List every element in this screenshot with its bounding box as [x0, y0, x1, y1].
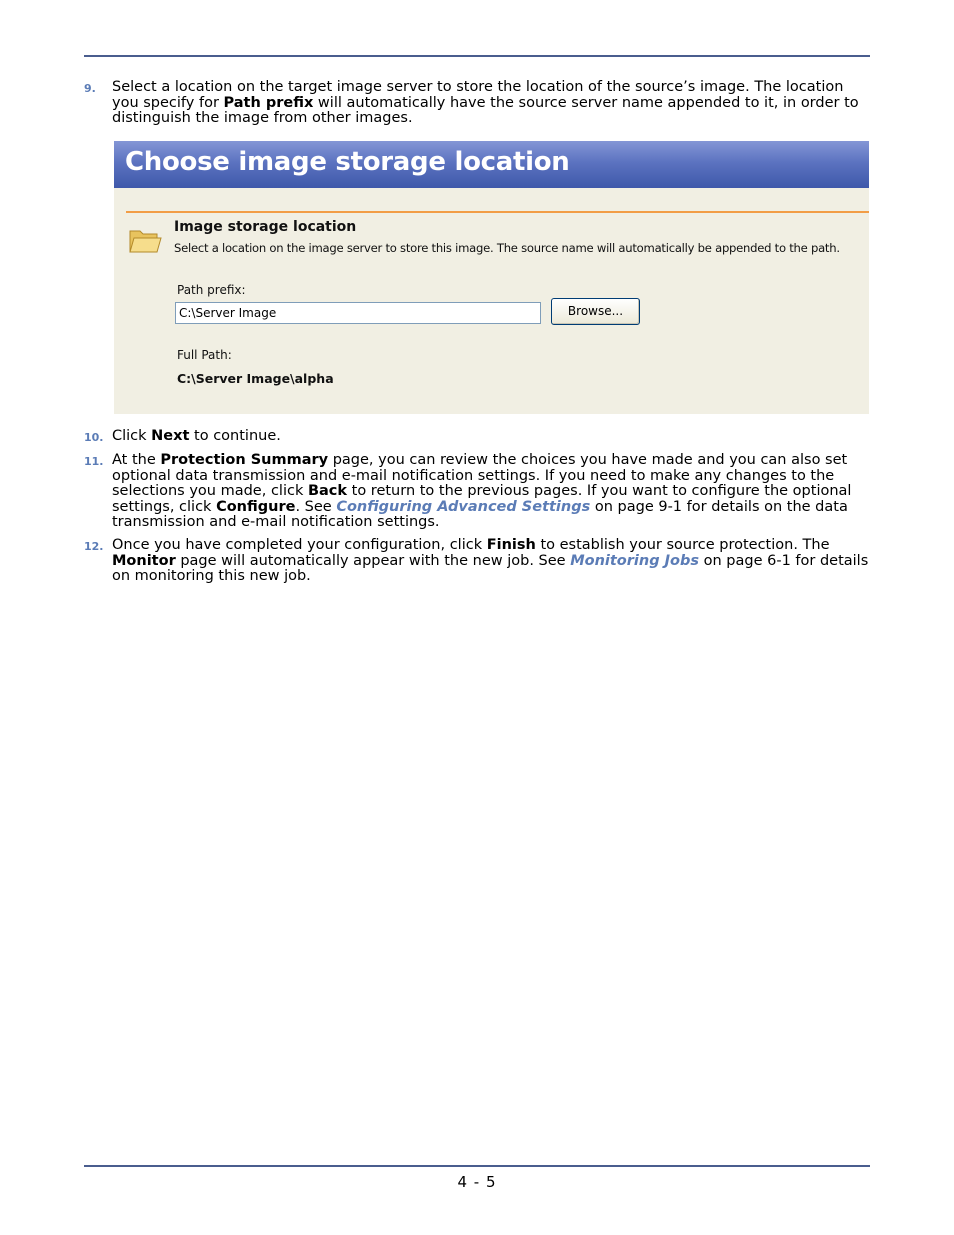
bold-term: Finish	[486, 537, 536, 553]
step-text	[112, 429, 870, 445]
path-prefix-label: Path prefix:	[177, 283, 246, 297]
step-number: 9.	[84, 82, 96, 95]
banner-title: Choose image storage location	[125, 147, 570, 177]
text-run: Click	[112, 428, 152, 444]
text-run: to establish your source protection. The	[535, 537, 830, 553]
bold-term: Configure	[216, 498, 296, 515]
text-run: At the	[112, 452, 161, 468]
step-11	[84, 453, 870, 531]
step-text	[112, 538, 870, 585]
step-9	[84, 80, 870, 127]
bold-term: Protection Summary	[160, 452, 329, 468]
cross-reference-link[interactable]: Configuring Advanced Settings	[336, 498, 591, 515]
section-divider	[126, 211, 869, 213]
bold-term: Monitor	[112, 552, 176, 569]
browse-button[interactable]: Browse...	[551, 298, 640, 325]
page-number: 4 - 5	[457, 1173, 497, 1191]
step-12	[84, 538, 870, 585]
folder-icon	[128, 224, 162, 256]
step-10	[84, 429, 870, 445]
full-path-value: C:\Server Image\alpha	[177, 371, 334, 386]
wizard-banner	[114, 141, 869, 188]
bold-term: Back	[307, 483, 348, 500]
footer-rule	[84, 1165, 870, 1167]
text-run: Select a location on the target image server to store the location of the source’s image. The location you specify for	[112, 79, 844, 111]
text-run: to return to the previous pages. If you want to configure the optional settings, click	[112, 483, 852, 515]
text-run: page, you can review the choices you have made and you can also set optional data transmission and e-mail notification settings. If you need to make any changes to the selections you made, click	[112, 452, 848, 500]
cross-reference-link[interactable]: Monitoring Jobs	[570, 552, 700, 569]
text-run: Once you have completed your configuration, click	[112, 537, 487, 553]
bold-term: Next	[151, 428, 190, 444]
step-number: 10.	[84, 431, 104, 444]
step-number: 12.	[84, 540, 104, 553]
step-text	[112, 80, 870, 127]
text-run: will automatically have the source server name appended to it, in order to distinguish the image from other images.	[112, 94, 859, 127]
text-run: page will automatically appear with the new job. See	[175, 552, 571, 569]
full-path-label: Full Path:	[177, 348, 232, 362]
text-run: on page 6-1 for details on monitoring this new job.	[112, 552, 869, 585]
section-description: Select a location on the image server to store this image. The source name will automatically be appended to the path.	[174, 241, 840, 255]
header-rule	[84, 55, 870, 57]
step-text	[112, 453, 870, 531]
text-run: on page 9-1 for details on the data transmission and e-mail notification settings.	[112, 498, 848, 531]
path-prefix-input[interactable]: C:\Server Image	[175, 302, 541, 324]
section-title: Image storage location	[174, 219, 357, 235]
text-run: . See	[295, 498, 337, 515]
bold-term: Path prefix	[223, 94, 314, 111]
step-number: 11.	[84, 455, 104, 468]
wizard-screenshot	[114, 141, 869, 414]
text-run: to continue.	[189, 428, 281, 444]
